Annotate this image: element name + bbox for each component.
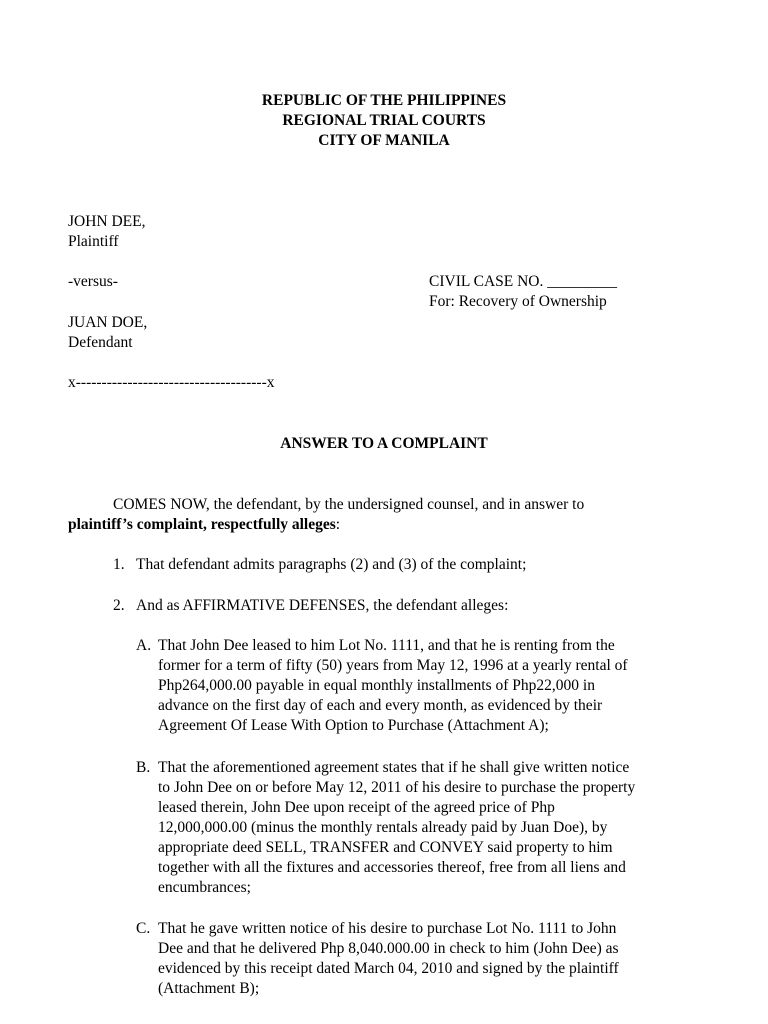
item-c-line: That he gave written notice of his desire to purchase Lot No. 1111 to John (158, 920, 617, 937)
item-a-line: advance on the first day of each and every month, as evidenced by their (158, 697, 603, 714)
item-c-marker: C. (136, 920, 151, 937)
case-subject: For: Recovery of Ownership (429, 293, 607, 310)
civil-case-number: CIVIL CASE NO. _________ (429, 273, 618, 290)
item-2-text: And as AFFIRMATIVE DEFENSES, the defendant alleges: (136, 597, 509, 614)
item-b-line: encumbrances; (158, 879, 251, 896)
intro-colon: : (335, 516, 341, 533)
item-c-line: Dee and that he delivered Php 8,040.000.00 in check to him (John Dee) as (158, 940, 619, 957)
item-c-line: evidenced by this receipt dated March 04, 2010 and signed by the plaintiff (158, 960, 619, 977)
intro-bold-text: plaintiff’s complaint, respectfully alleges (68, 516, 336, 533)
plaintiff-role: Plaintiff (68, 233, 119, 250)
item-2-marker: 2. (113, 597, 125, 614)
header-city: CITY OF MANILA (318, 132, 450, 149)
item-1-marker: 1. (113, 556, 125, 573)
item-b-marker: B. (136, 759, 151, 776)
caption-separator: x-------------------------------------x (68, 374, 275, 391)
item-a-line: That John Dee leased to him Lot No. 1111, and that he is renting from the (158, 637, 615, 654)
item-b-line: 12,000,000.00 (minus the monthly rentals already paid by Juan Doe), by (158, 819, 608, 836)
item-1-text: That defendant admits paragraphs (2) and (3) of the complaint; (136, 556, 527, 573)
intro-line-2 (68, 515, 340, 535)
versus-label: -versus- (68, 273, 118, 290)
item-a-line: Php264,000.00 payable in equal monthly installments of Php22,000 in (158, 677, 595, 694)
item-b-line: leased therein, John Dee upon receipt of the agreed price of Php (158, 799, 555, 816)
item-a-marker: A. (136, 637, 152, 654)
item-b-line: That the aforementioned agreement states that if he shall give written notice (158, 759, 630, 776)
defendant-name: JUAN DOE, (68, 314, 148, 331)
item-b-line: together with all the fixtures and accessories thereof, free from all liens and (158, 859, 626, 876)
item-b-line: to John Dee on or before May 12, 2011 of his desire to purchase the property (158, 779, 636, 796)
item-a-line: Agreement Of Lease With Option to Purchase (Attachment A); (158, 717, 549, 734)
item-a-line: former for a term of fifty (50) years from May 12, 1996 at a yearly rental of (158, 657, 628, 674)
intro-line-1: COMES NOW, the defendant, by the undersigned counsel, and in answer to (113, 496, 585, 513)
document-title: ANSWER TO A COMPLAINT (280, 435, 488, 452)
item-b-line: appropriate deed SELL, TRANSFER and CONVEY said property to him (158, 839, 613, 856)
plaintiff-name: JOHN DEE, (68, 213, 146, 230)
item-c-line: (Attachment B); (158, 980, 260, 997)
header-court: REGIONAL TRIAL COURTS (282, 112, 486, 129)
header-republic: REPUBLIC OF THE PHILIPPINES (261, 92, 507, 109)
defendant-role: Defendant (68, 334, 133, 351)
